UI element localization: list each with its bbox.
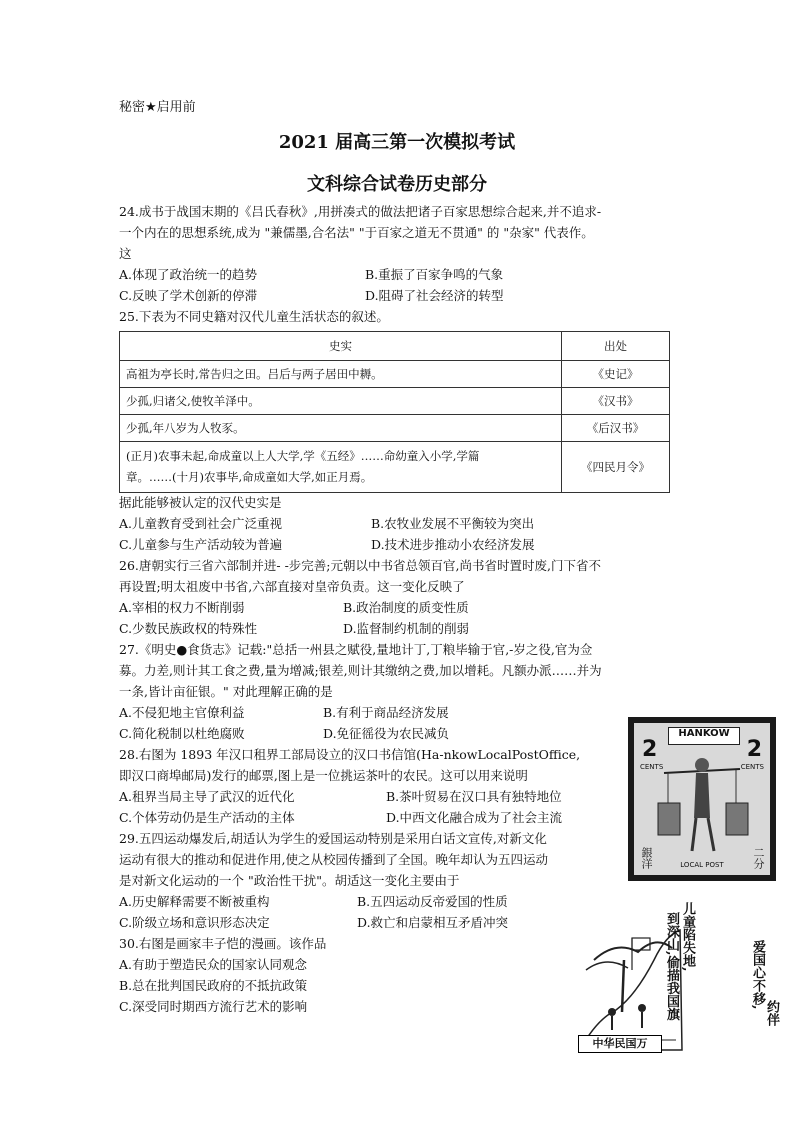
stamp-value-right: 2 bbox=[746, 737, 762, 762]
q28-option-a: A.租界当局主导了武汉的近代化 bbox=[119, 789, 295, 804]
table-header-row bbox=[120, 332, 670, 361]
stamp-value-left: 2 bbox=[642, 737, 658, 762]
stamp-unit-right: CENTS bbox=[740, 763, 764, 771]
q29-option-a: A.历史解释需要不断被重构 bbox=[119, 894, 270, 909]
cartoon-caption-col3: 爱国心不移, bbox=[750, 940, 765, 1010]
q29-stem-line2: 运动有很大的推动和促进作用,使之从校园传播到了全国。晚年却认为五四运动 bbox=[119, 852, 548, 867]
table-cell-fact: 少孤,归诸父,使牧羊泽中。 bbox=[120, 388, 562, 415]
q24-option-b: B.重振了百家争鸣的气象 bbox=[365, 267, 504, 282]
q25-option-d: D.技术进步推动小农经济发展 bbox=[371, 537, 535, 552]
q28-stem-line2: 即汉口商埠邮局)发行的邮票,图上是一位挑运茶叶的农民。这可以用来说明 bbox=[119, 768, 528, 783]
q26-stem-line1: 26.唐朝实行三省六部制并进- -步完善;元朝以中书省总领百官,尚书省时置时废,门下省不 bbox=[119, 558, 601, 573]
table-row bbox=[120, 442, 670, 493]
q30-option-c: C.深受同时期西方流行艺术的影响 bbox=[119, 999, 308, 1014]
table-cell-fact: 少孤,年八岁为人牧豕。 bbox=[120, 415, 562, 442]
q28-option-b: B.茶叶贸易在汉口具有独特地位 bbox=[386, 789, 562, 804]
q27-option-b: B.有利于商品经济发展 bbox=[323, 705, 449, 720]
q26-option-c: C.少数民族政权的特殊性 bbox=[119, 621, 258, 636]
q30-option-b: B.总在批判国民政府的不抵抗政策 bbox=[119, 978, 308, 993]
q29-stem-line3: 是对新文化运动的一个 "政治性干扰"。胡适这一变化主要由于 bbox=[119, 873, 460, 888]
table-row bbox=[120, 415, 670, 442]
table-row bbox=[120, 388, 670, 415]
confidential-label: 秘密★启用前 bbox=[119, 100, 196, 115]
q28-option-d: D.中西文化融合成为了社会主流 bbox=[386, 810, 563, 825]
q27-stem-line3: 一条,皆计亩征银。" 对此理解正确的是 bbox=[119, 684, 333, 699]
table-cell-source: 《汉书》 bbox=[562, 388, 670, 415]
table-header-source: 出处 bbox=[562, 332, 670, 361]
q29-option-b: B.五四运动反帝爱国的性质 bbox=[357, 894, 508, 909]
table-header-fact: 史实 bbox=[120, 332, 562, 361]
table-row bbox=[120, 361, 670, 388]
q28-stem-line1: 28.右图为 1893 年汉口租界工部局设立的汉口书信馆(Ha-nkowLocalPostOffice, bbox=[119, 747, 581, 762]
q30-option-a: A.有助于塑造民众的国家认同观念 bbox=[119, 957, 308, 972]
cartoon-caption-col2: 到深山,偷描我国旗 bbox=[664, 912, 679, 1021]
q26-stem-line2: 再设置;明太祖废中书省,六部直接对皇帝负责。这一变化反映了 bbox=[119, 579, 465, 594]
q25-option-b: B.农牧业发展不平衡较为突出 bbox=[371, 516, 535, 531]
q25-option-c: C.儿童参与生产活动较为普遍 bbox=[119, 537, 283, 552]
q26-option-a: A.宰相的权力不断削弱 bbox=[119, 600, 245, 615]
q24-stem-line1: 24.成书于战国末期的《吕氏春秋》,用拼凑式的做法把诸子百家思想综合起来,并不追求- bbox=[119, 204, 602, 219]
q27-stem-line2: 募。力差,则计其工食之费,量为增减;银差,则计其缴纳之费,加以增耗。凡额办派……并为 bbox=[119, 663, 602, 678]
q27-option-c: C.简化税制以杜绝腐败 bbox=[119, 726, 245, 741]
q27-option-d: D.免征徭役为农民减负 bbox=[323, 726, 450, 741]
table-cell-fact-line1: (正月)农事未起,命成童以上人大学,学《五经》……命幼童入小学,学篇 bbox=[126, 449, 480, 463]
q27-stem-line1: 27.《明史●食货志》记载:"总括一州县之赋役,量地计丁,丁粮毕输于官,-岁之役,官为佥 bbox=[119, 642, 593, 657]
stamp-bottom-label: LOCAL POST bbox=[680, 861, 724, 869]
hankow-stamp-image bbox=[628, 717, 776, 881]
stamp-side-left: 銀洋 bbox=[640, 847, 653, 869]
q25-option-a: A.儿童教育受到社会广泛重视 bbox=[119, 516, 283, 531]
q24-option-c: C.反映了学术创新的停滞 bbox=[119, 288, 258, 303]
stamp-unit-left: CENTS bbox=[640, 763, 664, 771]
history-source-table bbox=[119, 331, 670, 493]
table-cell-fact bbox=[120, 442, 562, 493]
q24-option-a: A.体现了政治统一的趋势 bbox=[119, 267, 258, 282]
table-cell-source: 《后汉书》 bbox=[562, 415, 670, 442]
table-cell-fact-line2: 章。……(十月)农事毕,命成童如大学,如正月焉。 bbox=[126, 470, 373, 484]
q25-stem: 25.下表为不同史籍对汉代儿童生活状态的叙述。 bbox=[119, 309, 389, 324]
q24-stem-line3: 这 bbox=[119, 246, 132, 261]
table-cell-source: 《史记》 bbox=[562, 361, 670, 388]
stamp-side-right: 二分 bbox=[752, 847, 765, 869]
q29-option-d: D.救亡和启蒙相互矛盾冲突 bbox=[357, 915, 509, 930]
table-cell-source: 《四民月令》 bbox=[562, 442, 670, 493]
exam-title: 2021 届高三第一次模拟考试 bbox=[278, 132, 516, 153]
q27-option-a: A.不侵犯地主官僚利益 bbox=[119, 705, 245, 720]
q24-option-d: D.阻碍了社会经济的转型 bbox=[365, 288, 504, 303]
stamp-name: HANKOW bbox=[668, 727, 740, 745]
q24-stem-line2: 一个内在的思想系统,成为 "兼儒墨,合名法" "于百家之道无不贯通" 的 "杂家" 代表作。 bbox=[119, 225, 594, 240]
cartoon-caption-col4: 约伴 bbox=[764, 1000, 779, 1026]
q26-option-b: B.政治制度的质变性质 bbox=[343, 600, 469, 615]
cartoon-bottom-label: 中华民国万 bbox=[578, 1035, 662, 1053]
table-cell-fact: 高祖为亭长时,常告归之田。吕后与两子居田中耨。 bbox=[120, 361, 562, 388]
q29-stem-line1: 29.五四运动爆发后,胡适认为学生的爱国运动特别是采用白话文宣传,对新文化 bbox=[119, 831, 547, 846]
q30-stem: 30.右图是画家丰子恺的漫画。该作品 bbox=[119, 936, 327, 951]
exam-subtitle: 文科综合试卷历史部分 bbox=[307, 174, 487, 195]
q29-option-c: C.阶级立场和意识形态决定 bbox=[119, 915, 270, 930]
q28-option-c: C.个体劳动仍是生产活动的主体 bbox=[119, 810, 295, 825]
cartoon-caption-col1: 儿童陷失地, bbox=[680, 902, 695, 972]
q25-question: 据此能够被认定的汉代史实是 bbox=[119, 495, 282, 510]
q26-option-d: D.监督制约机制的削弱 bbox=[343, 621, 470, 636]
